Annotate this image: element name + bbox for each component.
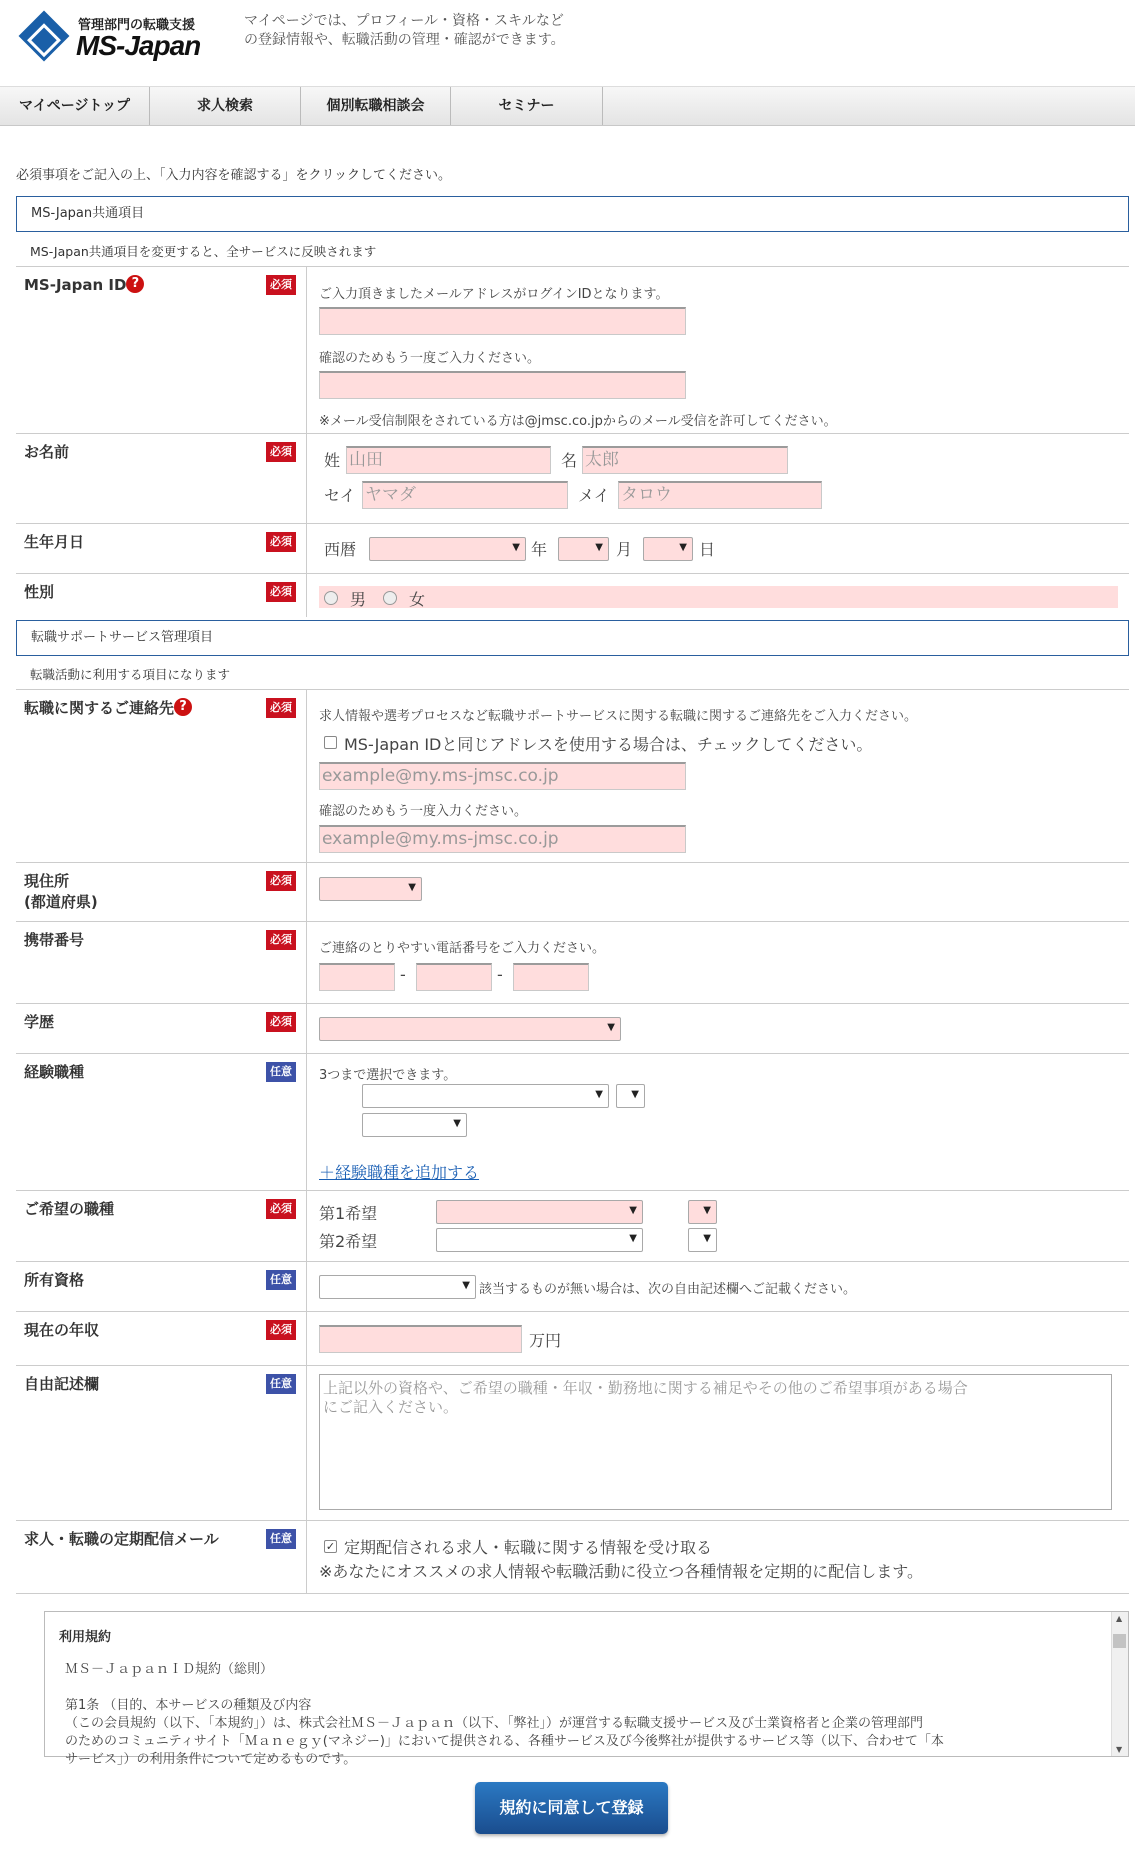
required-badge: 必須: [266, 1199, 296, 1219]
contact-confirm-hint: 確認のためもう一度入力ください。: [319, 804, 528, 819]
mei-label: 名: [561, 451, 578, 470]
chevron-down-icon: ▼: [595, 1089, 603, 1100]
row-free-text: [16, 1365, 1129, 1520]
nav-job-search[interactable]: 求人検索: [150, 87, 301, 125]
sei-label: 姓: [324, 451, 341, 470]
license-label: 所有資格: [24, 1271, 85, 1289]
chevron-down-icon: ▼: [703, 1233, 711, 1244]
experience-category-select[interactable]: [362, 1084, 609, 1108]
second-choice-detail-select[interactable]: [688, 1228, 717, 1252]
logo-mark-icon: [19, 11, 70, 62]
header-desc-line1: マイページでは、プロフィール・資格・スキルなど: [244, 13, 564, 29]
required-badge: 必須: [266, 698, 296, 718]
logo-subtitle: 管理部門の転職支援: [78, 18, 196, 33]
contact-label: [24, 698, 192, 719]
phone-sep: -: [497, 965, 503, 984]
required-badge: 必須: [266, 582, 296, 602]
phone-label: 携帯番号: [24, 931, 85, 949]
row-mail: [16, 1520, 1129, 1594]
birth-day-select[interactable]: [643, 537, 693, 561]
day-label: 日: [699, 540, 716, 559]
sei-kana-label: セイ: [324, 486, 356, 505]
chevron-down-icon: ▼: [629, 1233, 637, 1244]
free-text-label: 自由記述欄: [24, 1375, 100, 1393]
same-address-checkbox[interactable]: [324, 736, 337, 749]
chevron-down-icon: ▼: [629, 1205, 637, 1216]
prefecture-label-line2: (都道府県): [24, 893, 98, 911]
chevron-down-icon: ▼: [631, 1089, 639, 1100]
optional-badge: 任意: [266, 1062, 296, 1082]
mail-subscribe-checkbox[interactable]: ✓: [325, 1540, 336, 1553]
msid-email-confirm-input[interactable]: [319, 371, 686, 399]
terms-line: 第1条 （目的、本サービスの種類及び内容: [65, 1698, 312, 1713]
agree-register-button[interactable]: 規約に同意して登録: [475, 1782, 668, 1834]
chevron-down-icon: ▼: [408, 882, 416, 893]
chevron-down-icon: ▼: [703, 1205, 711, 1216]
section-common-note: MS-Japan共通項目を変更すると、全サービスに反映されます: [30, 244, 377, 259]
required-badge: 必須: [266, 442, 296, 462]
phone-sep: -: [400, 965, 406, 984]
msid-email-input[interactable]: [319, 307, 686, 335]
prefecture-select[interactable]: [319, 877, 422, 901]
mei-input[interactable]: 太郎: [582, 446, 788, 474]
nav-mypage-top[interactable]: マイページトップ: [0, 87, 150, 125]
contact-hint: 求人情報や選考プロセスなど転職サポートサービスに関する転職に関するご連絡先をご入力ください。: [319, 709, 918, 724]
terms-title: 利用規約: [59, 1630, 112, 1645]
education-select[interactable]: [319, 1017, 621, 1041]
section-common-title: MS-Japan共通項目: [16, 196, 1129, 232]
optional-badge: 任意: [266, 1529, 296, 1549]
chevron-down-icon: ▼: [512, 542, 520, 553]
chevron-down-icon: ▼: [595, 542, 603, 553]
row-license: [16, 1261, 1129, 1311]
contact-label-text: 転職に関するご連絡先: [24, 699, 175, 717]
birth-year-select[interactable]: [369, 537, 526, 561]
row-gender: [16, 573, 1129, 617]
free-text-textarea[interactable]: [319, 1374, 1112, 1510]
msid-hint: ご入力頂きましたメールアドレスがログインIDとなります。: [319, 287, 669, 302]
gender-female-label: 女: [409, 590, 426, 609]
license-note: 該当するものが無い場合は、次の自由記述欄へご記載ください。: [479, 1282, 857, 1297]
experience-detail-select[interactable]: [616, 1084, 645, 1108]
section-support-title: 転職サポートサービス管理項目: [16, 620, 1129, 656]
header: [0, 0, 1135, 86]
help-icon[interactable]: ?: [126, 275, 144, 293]
required-badge: 必須: [266, 532, 296, 552]
section-support-note: 転職活動に利用する項目になります: [30, 667, 231, 682]
terms-line: のためのコミュニティサイト「Ｍａｎｅｇｙ(マネジー)」において提供される、各種サービス及び今後弊社が提供するサービス等（以下、合わせて「本: [65, 1734, 944, 1749]
experience-years-select[interactable]: [362, 1113, 467, 1137]
logo[interactable]: [22, 12, 222, 64]
terms-line: サービス」）の利用条件について定めるものです。: [65, 1752, 357, 1767]
row-desired-job: [16, 1190, 1129, 1261]
prefecture-label-line1: 現住所: [24, 872, 70, 890]
mail-label: 求人・転職の定期配信メール: [24, 1530, 219, 1548]
mail-note: ※あなたにオススメの求人情報や転職活動に役立つ各種情報を定期的に配信します。: [319, 1562, 923, 1581]
msid-confirm-hint: 確認のためもう一度ご入力ください。: [319, 351, 541, 366]
row-income: [16, 1311, 1129, 1365]
prefecture-label: [24, 871, 98, 913]
scroll-up-icon[interactable]: ▲: [1116, 1614, 1123, 1623]
required-badge: 必須: [266, 871, 296, 891]
sei-kana-input[interactable]: ヤマダ: [362, 481, 568, 509]
education-label: 学歴: [24, 1013, 55, 1031]
phone-part3-input[interactable]: [513, 963, 589, 991]
chevron-down-icon: ▼: [679, 542, 687, 553]
contact-email-confirm-input[interactable]: example@my.ms-jmsc.co.jp: [319, 825, 686, 853]
required-badge: 必須: [266, 1012, 296, 1032]
mail-subscribe-label: 定期配信される求人・転職に関する情報を受け取る: [344, 1538, 713, 1557]
phone-hint: ご連絡のとりやすい電話番号をご入力ください。: [319, 941, 606, 956]
experience-hint: 3つまで選択できます。: [319, 1068, 457, 1083]
row-msid: [16, 266, 1129, 433]
chevron-down-icon: ▼: [453, 1118, 461, 1129]
gender-male-radio[interactable]: [324, 591, 338, 605]
terms-scrollbar[interactable]: [1111, 1612, 1128, 1756]
add-experience-link[interactable]: ＋経験職種を追加する: [319, 1163, 480, 1182]
name-label: お名前: [24, 443, 70, 461]
birthdate-label: 生年月日: [24, 533, 85, 551]
desired-job-label: ご希望の職種: [24, 1200, 115, 1218]
main-nav: [0, 86, 1135, 126]
gender-male-label: 男: [350, 590, 367, 609]
header-description: [244, 12, 565, 50]
license-select[interactable]: [319, 1275, 476, 1299]
income-label: 現在の年収: [24, 1321, 100, 1339]
row-education: [16, 1003, 1129, 1053]
gender-field: [319, 586, 1118, 608]
second-choice-label: 第2希望: [319, 1232, 378, 1251]
header-desc-line2: の登録情報や、転職活動の管理・確認ができます。: [244, 32, 565, 48]
chevron-down-icon: ▼: [607, 1022, 615, 1033]
income-unit: 万円: [529, 1331, 562, 1350]
chevron-down-icon: ▼: [462, 1280, 470, 1291]
free-text-placeholder-line2: にご記入ください。: [323, 1398, 459, 1416]
income-input[interactable]: [319, 1325, 522, 1353]
row-phone: [16, 921, 1129, 1003]
scroll-thumb[interactable]: [1113, 1634, 1126, 1648]
first-choice-label: 第1希望: [319, 1204, 378, 1223]
era-label: 西暦: [324, 540, 357, 559]
optional-badge: 任意: [266, 1270, 296, 1290]
year-label: 年: [531, 540, 548, 559]
required-badge: 必須: [266, 1320, 296, 1340]
help-icon[interactable]: ?: [174, 698, 192, 716]
first-choice-detail-select[interactable]: [688, 1200, 717, 1224]
terms-line: （この会員規約（以下、「本規約」）は、株式会社ＭＳ－Ｊａｐａｎ（以下、「弊社」）が運営する転職支援サービス及び士業資格者と企業の管理部門: [65, 1716, 924, 1731]
experience-label: 経験職種: [24, 1063, 85, 1081]
same-address-label: MS-Japan IDと同じアドレスを使用する場合は、チェックしてください。: [344, 735, 873, 754]
msid-note: ※メール受信制限をされている方は@jmsc.co.jpからのメール受信を許可してください。: [319, 414, 837, 429]
intro-text: 必須事項をご記入の上、「入力内容を確認する」をクリックしてください。: [16, 168, 451, 183]
row-birthdate: [16, 523, 1129, 573]
nav-consultation[interactable]: 個別転職相談会: [301, 87, 451, 125]
sei-input[interactable]: 山田: [346, 446, 551, 474]
row-experience: [16, 1053, 1129, 1190]
mei-kana-input[interactable]: タロウ: [618, 481, 822, 509]
row-prefecture: [16, 862, 1129, 921]
scroll-down-icon[interactable]: ▼: [1116, 1745, 1123, 1754]
birth-month-select[interactable]: [558, 537, 609, 561]
terms-box[interactable]: [44, 1611, 1129, 1767]
phone-part1-input[interactable]: [319, 963, 395, 991]
month-label: 月: [616, 540, 633, 559]
msid-label: [24, 275, 144, 296]
row-contact: [16, 689, 1129, 862]
mei-kana-label: メイ: [578, 486, 610, 505]
nav-seminar[interactable]: セミナー: [451, 87, 603, 125]
row-name: [16, 433, 1129, 523]
free-text-placeholder-line1: 上記以外の資格や、ご希望の職種・年収・勤務地に関する補足やその他のご希望事項がある場合: [323, 1379, 968, 1397]
first-choice-select[interactable]: [436, 1200, 643, 1224]
second-choice-select[interactable]: [436, 1228, 643, 1252]
gender-label: 性別: [24, 583, 55, 601]
terms-line: ＭＳ－ＪａｐａｎＩＤ規約（総則）: [65, 1662, 274, 1677]
optional-badge: 任意: [266, 1374, 296, 1394]
contact-email-input[interactable]: example@my.ms-jmsc.co.jp: [319, 762, 686, 790]
required-badge: 必須: [266, 275, 296, 295]
gender-female-radio[interactable]: [383, 591, 397, 605]
phone-part2-input[interactable]: [416, 963, 492, 991]
logo-title: MS-Japan: [76, 30, 201, 61]
required-badge: 必須: [266, 930, 296, 950]
msid-label-text: MS-Japan ID: [24, 276, 127, 294]
